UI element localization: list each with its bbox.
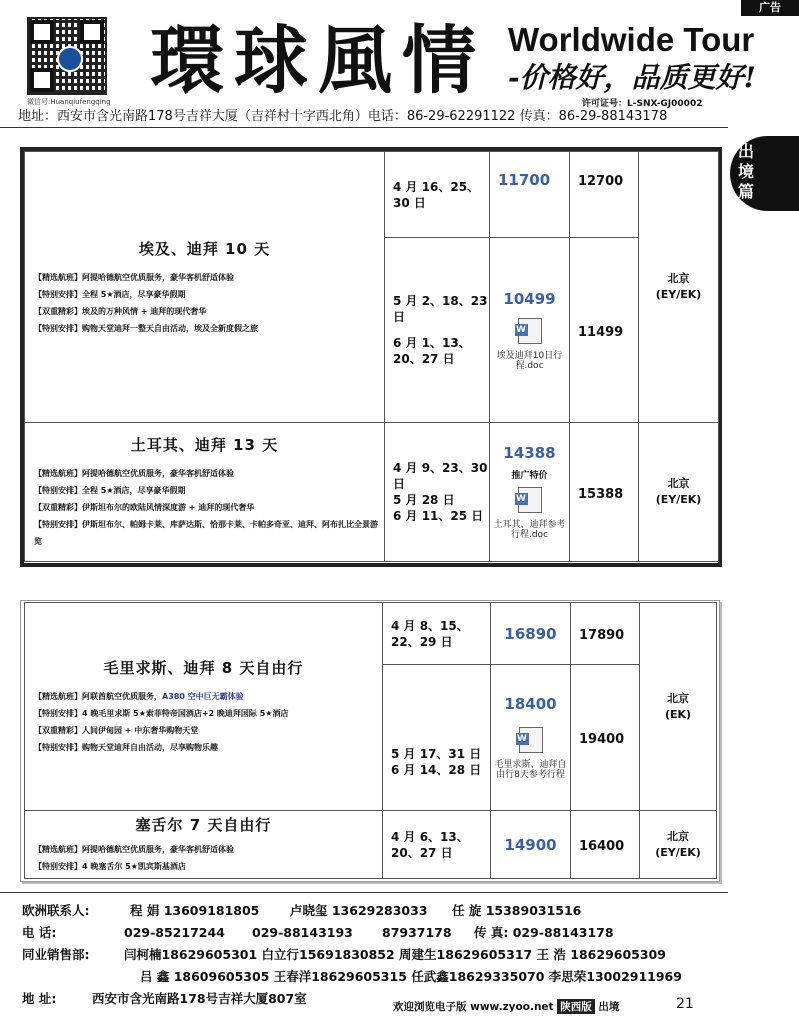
- word-doc-icon: W: [519, 727, 543, 753]
- qr-code: [27, 17, 107, 95]
- price-b: 11499: [578, 324, 624, 340]
- itinerary-doc-link[interactable]: W 埃及迪拜10日行程.doc: [491, 318, 568, 371]
- departure-dates: 4 月 16、25、30 日: [385, 152, 490, 238]
- price-a: 10499: [503, 289, 556, 308]
- departure-city: 北京 (EY/EK): [639, 423, 719, 562]
- itinerary-doc-link[interactable]: W 土耳其、迪拜参考行程.doc: [491, 487, 568, 540]
- departure-dates: 4 月 9、23、30 日 5 月 28 日 6 月 11、25 日: [385, 423, 490, 562]
- price-a: 14900: [504, 836, 557, 854]
- word-doc-icon: W: [518, 318, 542, 344]
- departure-dates: 5 月 2、18、23 日 6 月 1、13、20、27 日: [385, 238, 490, 423]
- price-b: 15388: [578, 486, 624, 502]
- slogan: -价格好，品质更好!: [508, 61, 756, 94]
- promo-label: 推广特价: [511, 471, 548, 481]
- section-tab: 出境篇: [730, 136, 799, 211]
- departure-city: 北京 (EY/EK): [639, 152, 719, 423]
- tour-cell-mauritius: 毛里求斯、迪拜 8 天自由行 【精选航班】阿联酋航空优质服务，A380 空中巨无霸体验 【特别安排】4 晚毛里求斯 5★索菲特帝国酒店+2 晚迪拜国际 5★酒店 【双重精彩】人间伊甸园 + 中东奢华购物天堂 【特别安排】购物天堂迪拜自由活动，尽享购物乐趣: [25, 603, 383, 811]
- departure-city: 北京 (EY/EK): [640, 811, 717, 879]
- footer-welcome[interactable]: 欢迎浏览电子版 www.zyoo.net: [393, 1001, 554, 1013]
- tour-cell-egypt: 埃及、迪拜 10 天 【精选航班】阿提哈德航空优质服务，豪华客机舒适体验 【特别安排】全程 5★酒店，尽享豪华假期 【双重精彩】埃及的万种风情 + 迪拜的现代奢华 【特别安排】购物天堂迪拜一整天自由活动，埃及全新度假之旅: [25, 152, 385, 423]
- header-divider: [0, 127, 728, 128]
- itinerary-doc-link[interactable]: W 毛里求斯、迪拜自由行8天参考行程: [492, 727, 569, 780]
- tour-cell-turkey: 土耳其、迪拜 13 天 【精选航班】阿提哈德航空优质服务，豪华客机舒适体验 【特别安排】全程 5★酒店，尽享豪华假期 【双重精彩】伊斯坦布尔的欧陆风情深度游 + 迪拜的现代奢华 【特别安排】伊斯坦布尔、帕姆卡莱、库萨达斯、恰那卡莱、卡帕多奇亚、迪拜、阿布扎比全景游览: [25, 423, 385, 562]
- tours-table-2: [24, 602, 717, 879]
- departure-dates: 5 月 17、31 日 6 月 14、28 日: [383, 665, 491, 811]
- ad-tag: 广告: [741, 0, 799, 16]
- footer-bar: [393, 999, 619, 1014]
- page-number: 21: [676, 996, 694, 1012]
- word-doc-icon: W: [518, 487, 542, 513]
- brand-title-cn: 環球風情: [150, 18, 486, 104]
- tour-cell-seychelles: 塞舌尔 7 天自由行 【精选航班】阿提哈德航空优质服务，豪华客机舒适体验 【特别安排】4 晚塞舌尔 5★凯宾斯基酒店: [25, 811, 383, 879]
- price-a: 11700: [498, 171, 551, 189]
- brand-title-en: Worldwide Tour: [508, 21, 755, 58]
- footer-section: 出境: [598, 1001, 620, 1013]
- header-address: 地址：西安市含光南路178号吉祥大厦（吉祥村十字西北角）电话：86-29-62291122 传真：86-29-88143178: [18, 109, 668, 124]
- departure-dates: 4 月 6、13、20、27 日: [383, 811, 491, 879]
- wechat-id: 微信号:Huanqiufengqing: [27, 98, 111, 106]
- departure-city: 北京 (EK): [640, 603, 717, 811]
- price-b: 19400: [579, 732, 625, 747]
- departure-dates: 4 月 8、15、22、29 日: [383, 603, 491, 665]
- tour-title: 埃及、迪拜 10 天: [138, 239, 271, 258]
- price-b: 16400: [579, 839, 625, 854]
- price-a: 18400: [504, 695, 557, 713]
- price-b: 12700: [578, 174, 624, 189]
- price-b: 17890: [579, 628, 625, 643]
- edition-badge: 陕西版: [557, 999, 595, 1014]
- license-number: 许可证号：L-SNX-GJ00002: [582, 99, 703, 109]
- price-a: 14388: [503, 444, 556, 462]
- contacts-divider: [0, 892, 728, 893]
- price-a: 16890: [504, 625, 557, 643]
- tours-table-1: [24, 151, 719, 562]
